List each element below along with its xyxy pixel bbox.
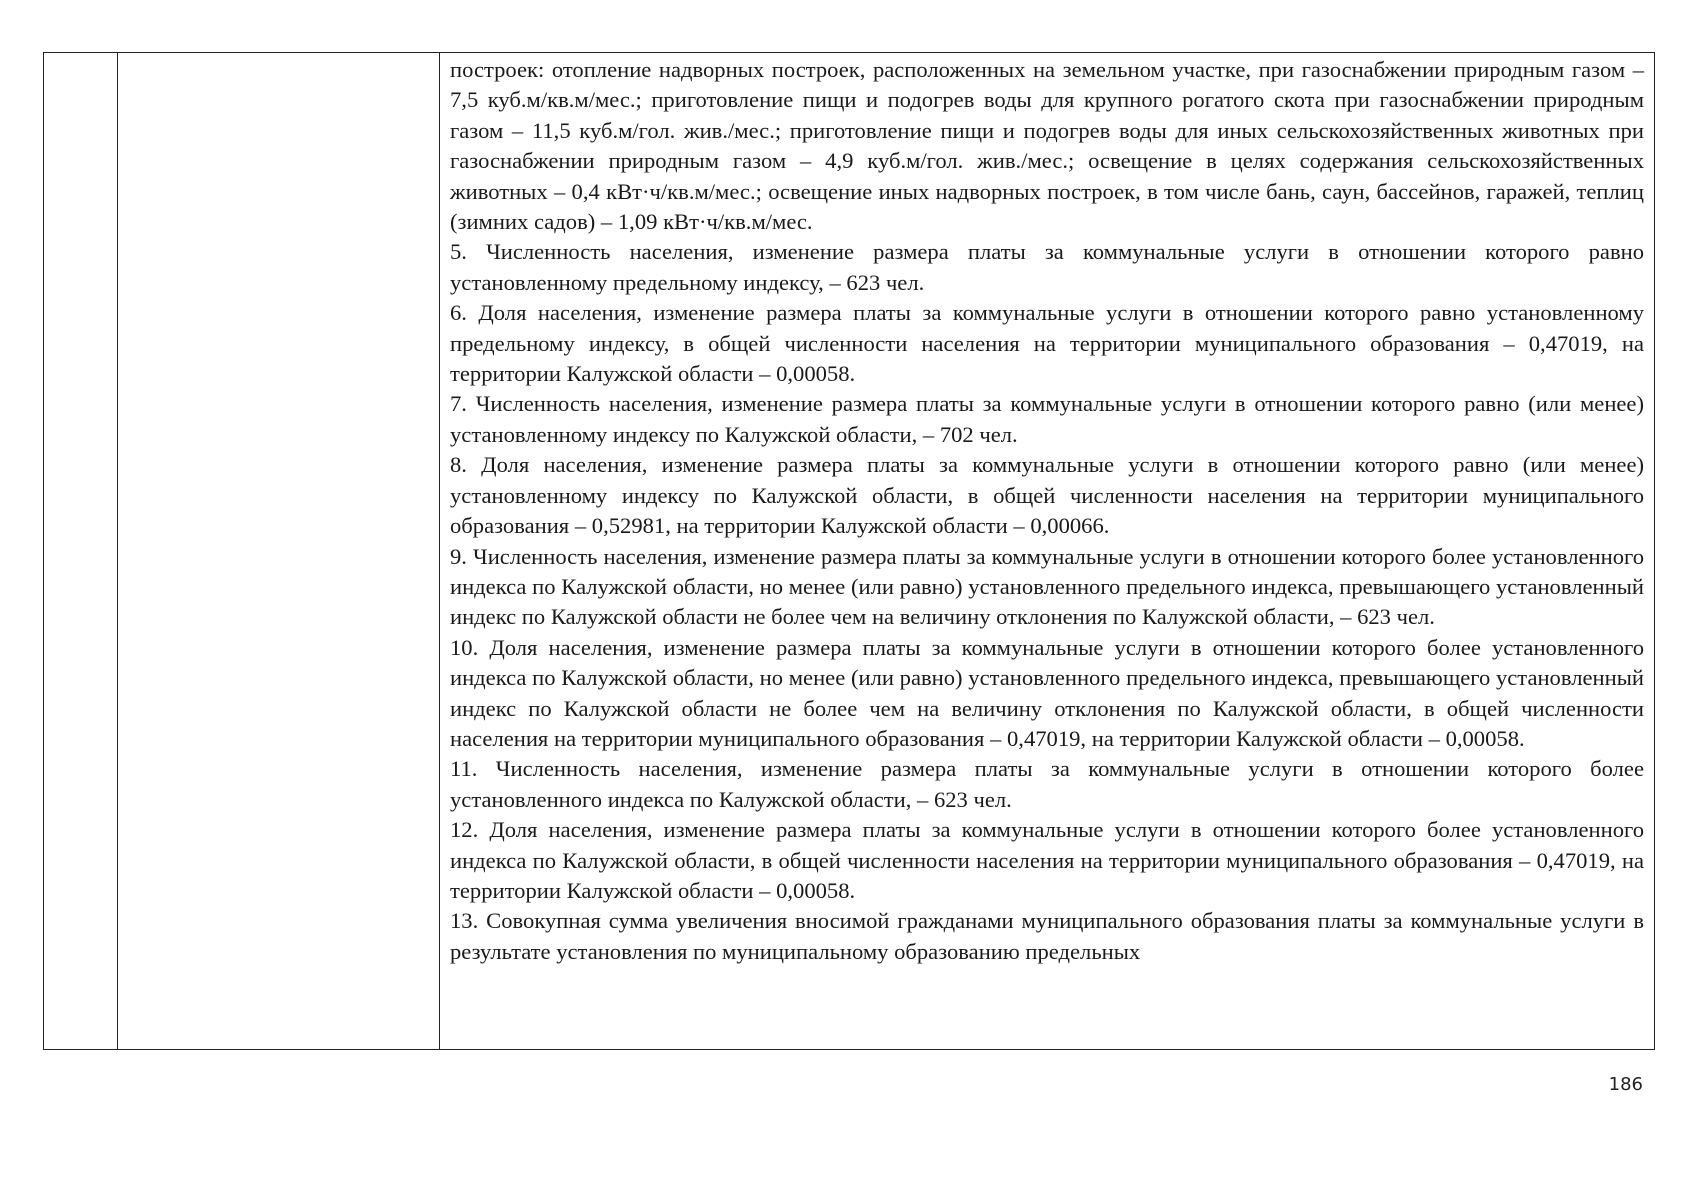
paragraph-10: 10. Доля населения, изменение размера платы за коммунальные услуги в отношении которого более установленного индекса по Калужской области, но менее (или равно) установленного предельного индекса, превышающего установленный индекс по Калужской области не более чем на величину отклонения по Калужской области, в общей численности населения на территории муниципального образования – 0,47019, на территории Калужской области – 0,00058. (450, 634, 1644, 751)
table-cell-text (440, 53, 1654, 1049)
document-table (43, 52, 1655, 1050)
table-cell-number (44, 53, 118, 1049)
paragraph-13: 13. Совокупная сумма увеличения вносимой гражданами муниципального образования платы за коммунальные услуги в результате установления по муниципальному образованию предельных (450, 908, 1644, 964)
table-cell-name (118, 53, 440, 1049)
paragraph: построек: отопление надворных построек, расположенных на земельном участке, при газоснабжении природным газом – 7,5 куб.м/кв.м/мес.; приготовление пищи и подогрев воды для крупного рогатого скота при газоснабжении природным газом – 11,5 куб.м/гол. жив./мес.; приготовление пищи и подогрев воды для иных сельскохозяйственных животных при газоснабжении природным газом – 4,9 куб.м/гол. жив./мес.; освещение в целях содержания сельскохозяйственных животных – 0,4 кВт·ч/кв.м/мес.; освещение иных надворных построек, в том числе бань, саун, бассейнов, гаражей, теплиц (зимних садов) – 1,09 кВт·ч/кв.м/мес. (450, 57, 1644, 235)
paragraph-8: 8. Доля населения, изменение размера платы за коммунальные услуги в отношении которого равно (или менее) установленному индексу по Калужской области, в общей численности населения на территории муниципального образования – 0,52981, на территории Калужской области – 0,00066. (450, 452, 1644, 539)
paragraph-5: 5. Численность населения, изменение размера платы за коммунальные услуги в отношении которого равно установленному предельному индексу, – 623 чел. (450, 239, 1644, 295)
paragraph-11: 11. Численность населения, изменение размера платы за коммунальные услуги в отношении которого более установленного индекса по Калужской области, – 623 чел. (450, 756, 1644, 812)
paragraph-9: 9. Численность населения, изменение размера платы за коммунальные услуги в отношении которого более установленного индекса по Калужской области, но менее (или равно) установленного предельного индекса, превышающего установленный индекс по Калужской области не более чем на величину отклонения по Калужской области, – 623 чел. (450, 543, 1644, 630)
paragraph-7: 7. Численность населения, изменение размера платы за коммунальные услуги в отношении которого равно (или менее) установленному индексу по Калужской области, – 702 чел. (450, 391, 1644, 447)
page-number: 186 (1608, 1074, 1643, 1095)
paragraph-6: 6. Доля населения, изменение размера платы за коммунальные услуги в отношении которого равно установленному предельному индексу, в общей численности населения на территории муниципального образования – 0,47019, на территории Калужской области – 0,00058. (450, 300, 1644, 387)
paragraph-12: 12. Доля населения, изменение размера платы за коммунальные услуги в отношении которого более установленного индекса по Калужской области, в общей численности населения на территории муниципального образования – 0,47019, на территории Калужской области – 0,00058. (450, 817, 1644, 903)
